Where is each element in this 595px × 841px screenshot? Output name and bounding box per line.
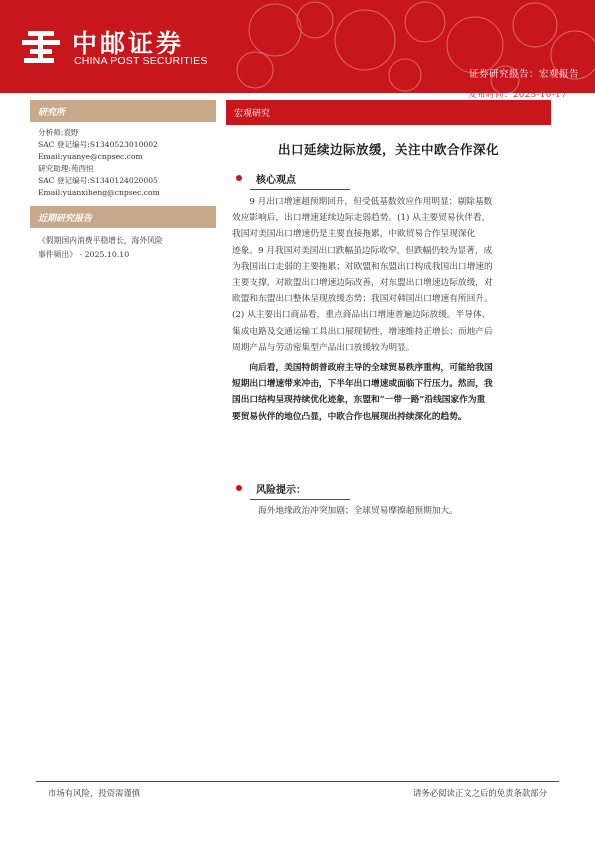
text-line: 周期产品与劳动密集型产品出口放缓较为明显。 <box>232 342 415 353</box>
text-line: 欧盟和东盟出口整体呈现放缓态势；我国对韩国出口增速有所回升。 <box>232 294 493 305</box>
china-post-logo-icon <box>22 29 60 67</box>
bullet-icon <box>236 175 242 181</box>
research-institute-heading: 研究所 <box>30 100 216 122</box>
section-underline <box>250 499 350 500</box>
text-line: 短期出口增速带来冲击，下半年出口增速或面临下行压力。然而，我 <box>232 379 493 390</box>
recent-reports-heading: 近期研究报告 <box>30 206 216 228</box>
text-line: 国出口结构呈现持续优化迹象，东盟和“一带一路”沿线国家作为重 <box>232 395 486 406</box>
analyst-line: SAC 登记编号:S1340124020005 <box>38 176 158 186</box>
core-paragraph-2 <box>226 360 551 425</box>
analyst-line: Email:yuanye@cnpsec.com <box>38 152 143 162</box>
footer-disclaimer-right: 请务必阅读正文之后的免责条款部分 <box>413 788 547 798</box>
brand-name-en: CHINA POST SECURITIES <box>74 55 208 67</box>
text-line: 我国对美国出口增速仍是主要直接拖累，中欧贸易合作呈现深化 <box>232 229 476 240</box>
analyst-line: SAC 登记编号:S1340523010002 <box>38 140 158 150</box>
text-line: 迹象。9 月我国对美国出口跌幅虽边际收窄，但跌幅仍较为显著，成 <box>232 245 493 256</box>
footer-divider <box>36 781 559 782</box>
sidebar <box>30 100 216 268</box>
main-content <box>226 100 551 425</box>
text-line: 效应影响后，出口增速延续边际走弱趋势。(1) 从主要贸易伙伴看， <box>232 213 491 224</box>
text-line: 主要支撑，对欧盟出口增速边际改善，对东盟出口增速边际放缓，对 <box>232 278 493 289</box>
risk-heading: 风险提示： <box>256 485 306 496</box>
recent-report-line: 事件频出》 - 2025.10.10 <box>38 249 130 259</box>
brand-name-cn: 中邮证券 <box>72 29 185 58</box>
analyst-line: 分析师:袁野 <box>38 128 79 137</box>
text-line: 向后看，美国特朗普政府主导的全球贸易秩序重构，可能给我国 <box>232 363 493 374</box>
text-line: 为我国出口走弱的主要拖累；对欧盟和东盟出口构成我国出口增速的 <box>232 261 493 272</box>
publish-time: 发布时间：2025-10-17 <box>467 90 567 100</box>
header-banner <box>0 0 595 93</box>
text-line: (2) 从主要出口商品看，重点商品出口增速普遍边际放缓。半导体、 <box>232 310 491 321</box>
bullet-icon <box>236 485 242 491</box>
core-paragraph-1 <box>226 194 551 356</box>
text-line: 9 月出口增速超预期回升，但受低基数效应作用明显；剔除基数 <box>232 197 493 207</box>
recent-report-line: 《假期国内消费平稳增长，海外风险 <box>38 235 163 245</box>
text-line: 集成电路及交通运输工具出口展现韧性，增速维持正增长；而地产后 <box>232 326 493 337</box>
core-views-heading: 核心观点 <box>256 175 296 186</box>
text-line: 要贸易伙伴的地位凸显，中欧合作也展现出持续深化的趋势。 <box>232 411 467 422</box>
analyst-info <box>30 122 216 206</box>
analyst-line: 研究助理:苑西恒 <box>38 164 94 174</box>
report-type-label: 证券研究报告：宏观报告 <box>468 69 579 80</box>
core-views-section <box>226 171 551 425</box>
category-bar: 宏观研究 <box>226 100 551 125</box>
risk-text: 海外地缘政治冲突加剧；全球贸易摩擦超预期加大。 <box>258 506 458 516</box>
recent-reports <box>30 228 216 268</box>
analyst-line: Email:yuanxiheng@cnpsec.com <box>38 188 160 198</box>
section-underline <box>250 189 350 190</box>
risk-section <box>226 481 551 516</box>
footer-disclaimer-left: 市场有风险，投资需谨慎 <box>48 788 141 798</box>
report-title: 出口延续边际放缓，关注中欧合作深化 <box>277 142 499 157</box>
